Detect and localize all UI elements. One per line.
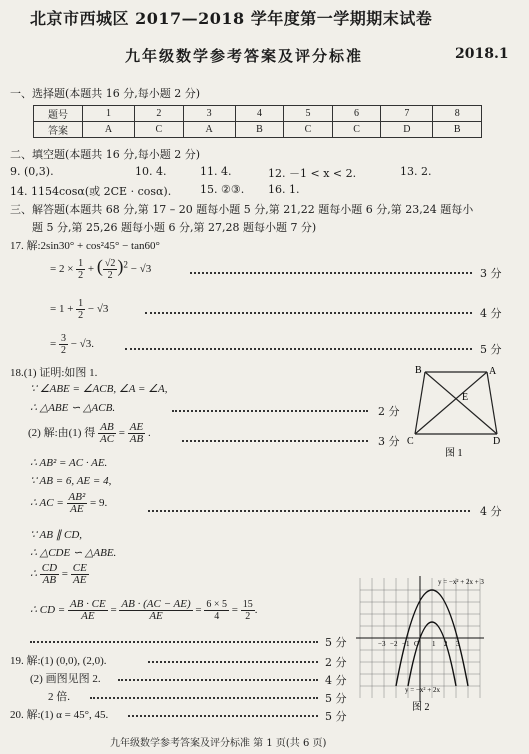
answer-q16: 16. 1. xyxy=(268,183,300,196)
x-tick-label: 1 xyxy=(432,640,436,648)
figure-1-label: 图 1 xyxy=(445,448,463,459)
answer-cell: A xyxy=(83,122,135,138)
section1-heading: 一、选择题(本题共 16 分,每小题 2 分) xyxy=(10,87,201,100)
q18-conclusion1: ∴ △ABE ∽ △ACB. xyxy=(30,402,116,414)
section3-heading-line2: 题 5 分,第 25,26 题每小题 6 分,第 27,28 题每小题 7 分) xyxy=(32,221,317,234)
score-mark: 4 分 xyxy=(480,307,502,320)
fraction: $\frac{6 \times 5}{4}$ xyxy=(206,599,228,622)
question-number: 1 xyxy=(83,106,135,122)
score-mark: 5 分 xyxy=(325,692,347,705)
dot-leader xyxy=(172,410,368,412)
page-subtitle: 九年级数学参考答案及评分标准 xyxy=(125,47,364,65)
question-number: 3 xyxy=(183,106,235,122)
segment-bc xyxy=(415,372,425,434)
origin-label: O xyxy=(414,640,420,648)
figure-1-diagram xyxy=(405,364,505,460)
exponent: 2 xyxy=(123,259,128,270)
q17-step1-prefix: = 2 × xyxy=(50,263,74,275)
page-date: 2018.1 xyxy=(455,46,509,62)
q17-step3-tail: − √3. xyxy=(70,338,94,351)
dot-leader xyxy=(118,679,318,681)
q20-part1: 20. 解:(1) α = 45°, 45. xyxy=(10,709,109,721)
x-tick-label: −1 xyxy=(402,640,410,648)
page-title: 北京市西城区 2017—2018 学年度第一学期期末试卷 xyxy=(30,9,433,28)
fraction: $\frac{√2}{2}$ xyxy=(104,257,116,281)
figure-2-label: 图 2 xyxy=(412,702,430,713)
q17-step1: = 2 × $\frac{1}{2}$ + ( $\frac{√2}{2}$ )$^2$ − √3 xyxy=(50,256,152,281)
dot-leader xyxy=(148,510,470,512)
period: . xyxy=(147,427,151,440)
fraction: $\frac{CD}{AB}$ xyxy=(41,562,58,586)
fraction: $\frac{1}{2}$ xyxy=(78,298,84,321)
q18-step-ab-squared: ∴ AB² = AC · AE. xyxy=(30,457,108,469)
dot-leader xyxy=(148,661,318,663)
q17-step1-tail: − √3 xyxy=(130,263,152,275)
question-number: 5 xyxy=(284,106,333,122)
question-number: 4 xyxy=(235,106,284,122)
q17-step2-tail: − √3 xyxy=(87,303,109,316)
point-label-e: E xyxy=(462,392,469,403)
q17-intro: 17. 解:2sin30° + cos²45° − tan60° xyxy=(10,240,160,252)
answer-cell: C xyxy=(332,122,381,138)
q17-step3-prefix: = xyxy=(50,338,57,351)
question-number: 6 xyxy=(332,106,381,122)
answer-cell: D xyxy=(381,122,433,138)
fraction: $\frac{AB}{AC}$ xyxy=(99,421,115,445)
q18-parallel: ∵ AB ∥ CD, xyxy=(30,529,83,541)
dot-leader xyxy=(128,715,318,717)
question-number: 2 xyxy=(135,106,184,122)
question-number: 8 xyxy=(433,106,482,122)
q18-ac-tail: = 9. xyxy=(90,497,108,510)
answer-q11: 11. 4. xyxy=(200,165,232,178)
score-mark: 3 分 xyxy=(378,435,400,448)
x-tick-label: 2 xyxy=(444,640,448,648)
fraction: $\frac{3}{2}$ xyxy=(60,333,66,356)
dot-leader xyxy=(145,312,472,314)
answer-q13: 13. 2. xyxy=(400,165,432,178)
x-tick-label: −3 xyxy=(378,640,386,648)
segment-ad xyxy=(487,372,497,434)
dot-leader xyxy=(30,641,318,643)
fraction: $\frac{AB \cdot CE}{AE}$ xyxy=(69,598,106,622)
q18-step-ac xyxy=(30,492,107,515)
answer-q14: 14. 1154cosα(或 2CE · cosα). xyxy=(10,185,172,198)
answer-q12: 12. －1 < x < 2. xyxy=(268,167,357,180)
dot-leader xyxy=(190,272,472,274)
curve1-label: y = −x² + 2x + 3 xyxy=(438,578,484,586)
fraction: $\frac{CE}{AE}$ xyxy=(72,562,87,586)
page-footer: 九年级数学参考答案及评分标准 第 1 页(共 6 页) xyxy=(110,738,327,749)
answer-cell: B xyxy=(433,122,482,138)
dot-leader xyxy=(182,440,368,442)
question-row-label: 题号 xyxy=(34,106,83,122)
score-mark: 2 分 xyxy=(325,656,347,669)
q19-part1: 19. 解:(1) (0,0), (2,0). xyxy=(10,655,107,667)
fraction: $\frac{15}{2}$ xyxy=(242,599,253,622)
point-label-d: D xyxy=(493,436,501,447)
q19-part2: (2) 画图见图 2. xyxy=(30,673,101,685)
segment-ac xyxy=(415,372,487,434)
equals-sign: = xyxy=(61,568,68,581)
segment-bd xyxy=(425,372,497,434)
answer-table-question-row xyxy=(34,106,482,122)
fraction: $\frac{AB \cdot (AC - AE)}{AE}$ xyxy=(121,598,191,622)
x-tick-label: 3 xyxy=(456,640,460,648)
score-mark: 4 分 xyxy=(325,674,347,687)
answer-table-answer-row xyxy=(34,122,482,138)
answer-table xyxy=(33,105,482,138)
answer-cell: B xyxy=(235,122,284,138)
answer-q10: 10. 4. xyxy=(135,165,167,178)
equals-sign: = xyxy=(118,427,125,440)
score-mark: 3 分 xyxy=(480,267,502,280)
q18-given: ∵ ∠ABE = ∠ACB, ∠A = ∠A, xyxy=(30,383,168,395)
dot-leader xyxy=(90,697,318,699)
answer-row-label: 答案 xyxy=(34,122,83,138)
q18-ratio: ∴ $\frac{CD}{AB}$ = $\frac{CE}{AE}$ xyxy=(30,562,87,586)
score-mark: 5 分 xyxy=(325,710,347,723)
q18-part2-start xyxy=(28,422,151,445)
q17-step2-prefix: = 1 + xyxy=(50,303,74,316)
q18-step-values: ∵ AB = 6, AE = 4, xyxy=(30,475,112,487)
fraction: $\frac{AE}{AB}$ xyxy=(129,421,144,445)
answer-q15: 15. ②③. xyxy=(200,183,245,196)
q18-similar: ∴ △CDE ∽ △ABE. xyxy=(30,547,117,559)
score-mark: 5 分 xyxy=(480,343,502,356)
q18-part1-intro: 18.(1) 证明:如图 1. xyxy=(10,367,98,379)
section2-heading: 二、填空题(本题共 16 分,每小题 2 分) xyxy=(10,148,201,161)
q18-part2-prefix: (2) 解:由(1) 得 xyxy=(28,427,96,440)
score-mark: 4 分 xyxy=(480,505,502,518)
q18-cd-computation: ∴ CD = $\frac{AB \cdot CE}{AE}$ = $\frac{AB \cdot (AC - AE)}{AE}$ = $\frac{6 \times 5}{4}$ = $\frac{15}{2}$ . xyxy=(30,598,258,622)
point-label-c: C xyxy=(407,436,414,447)
q18-ac-prefix: ∴ AC = xyxy=(30,497,64,510)
point-label-a: A xyxy=(489,366,497,377)
answer-cell: A xyxy=(183,122,235,138)
fraction: $\frac{\text{AB²}}{AE}$ xyxy=(68,491,86,515)
answer-cell: C xyxy=(135,122,184,138)
x-tick-label: −2 xyxy=(390,640,398,648)
curve2-label: y = −x² + 2x xyxy=(405,686,440,694)
score-mark: 5 分 xyxy=(325,636,347,649)
plus-sign: + xyxy=(87,263,95,275)
q17-step3 xyxy=(50,333,94,356)
dot-leader xyxy=(125,348,472,350)
question-number: 7 xyxy=(381,106,433,122)
score-mark: 2 分 xyxy=(378,405,400,418)
figure-2-graph xyxy=(350,574,500,714)
point-label-b: B xyxy=(415,365,422,376)
answer-cell: C xyxy=(284,122,333,138)
section3-heading-line1: 三、解答题(本题共 68 分,第 17 – 20 题每小题 5 分,第 21,22 题每小题 6 分,第 23,24 题每小 xyxy=(10,203,474,216)
q19-part2-answer: 2 倍. xyxy=(48,691,70,703)
q17-step2 xyxy=(50,298,108,321)
answer-q9: 9. (0,3). xyxy=(10,165,54,178)
q18-cd-prefix: ∴ CD = xyxy=(30,604,66,617)
fraction: $\frac{1}{2}$ xyxy=(78,257,84,281)
